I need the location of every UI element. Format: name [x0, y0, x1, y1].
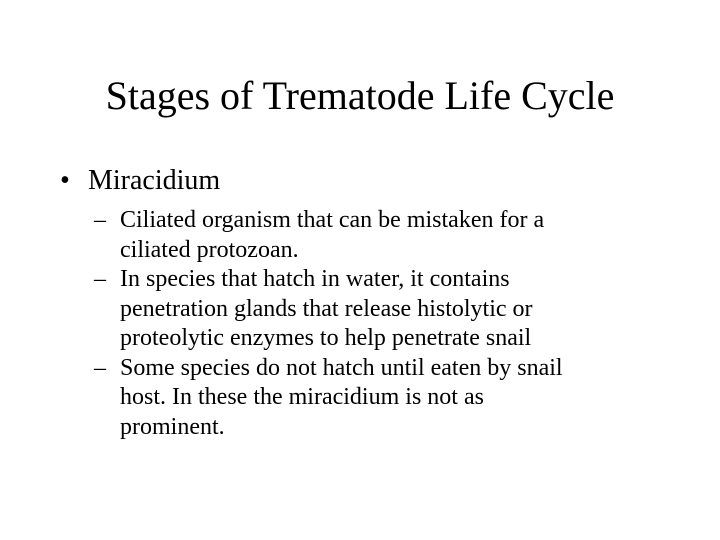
bullet-dot-icon: • [60, 165, 70, 196]
sub-point-line: Some species do not hatch until eaten by snail [120, 354, 563, 381]
sub-point-line: penetration glands that release histolytic or [120, 295, 533, 322]
bullet-label: Miracidium [88, 165, 221, 196]
sub-point-line: host. In these the miracidium is not as [120, 384, 484, 410]
sub-point-hatch-in-water [94, 265, 654, 354]
dash-icon: – [94, 207, 106, 233]
bullet-miracidium [60, 163, 700, 199]
sub-point-ciliated [94, 206, 654, 265]
sub-point-list [94, 206, 654, 442]
dash-icon: – [94, 354, 106, 381]
sub-point-eaten-by-snail [94, 354, 654, 443]
sub-point-line: ciliated protozoan. [120, 236, 299, 263]
dash-icon: – [94, 266, 106, 292]
sub-point-line: prominent. [120, 413, 225, 440]
slide-title: Stages of Trematode Life Cycle [105, 73, 615, 118]
sub-point-line: In species that hatch in water, it contains [120, 266, 510, 292]
sub-point-line: Ciliated organism that can be mistaken for a [120, 207, 545, 233]
sub-point-line: proteolytic enzymes to help penetrate snail [120, 325, 532, 351]
